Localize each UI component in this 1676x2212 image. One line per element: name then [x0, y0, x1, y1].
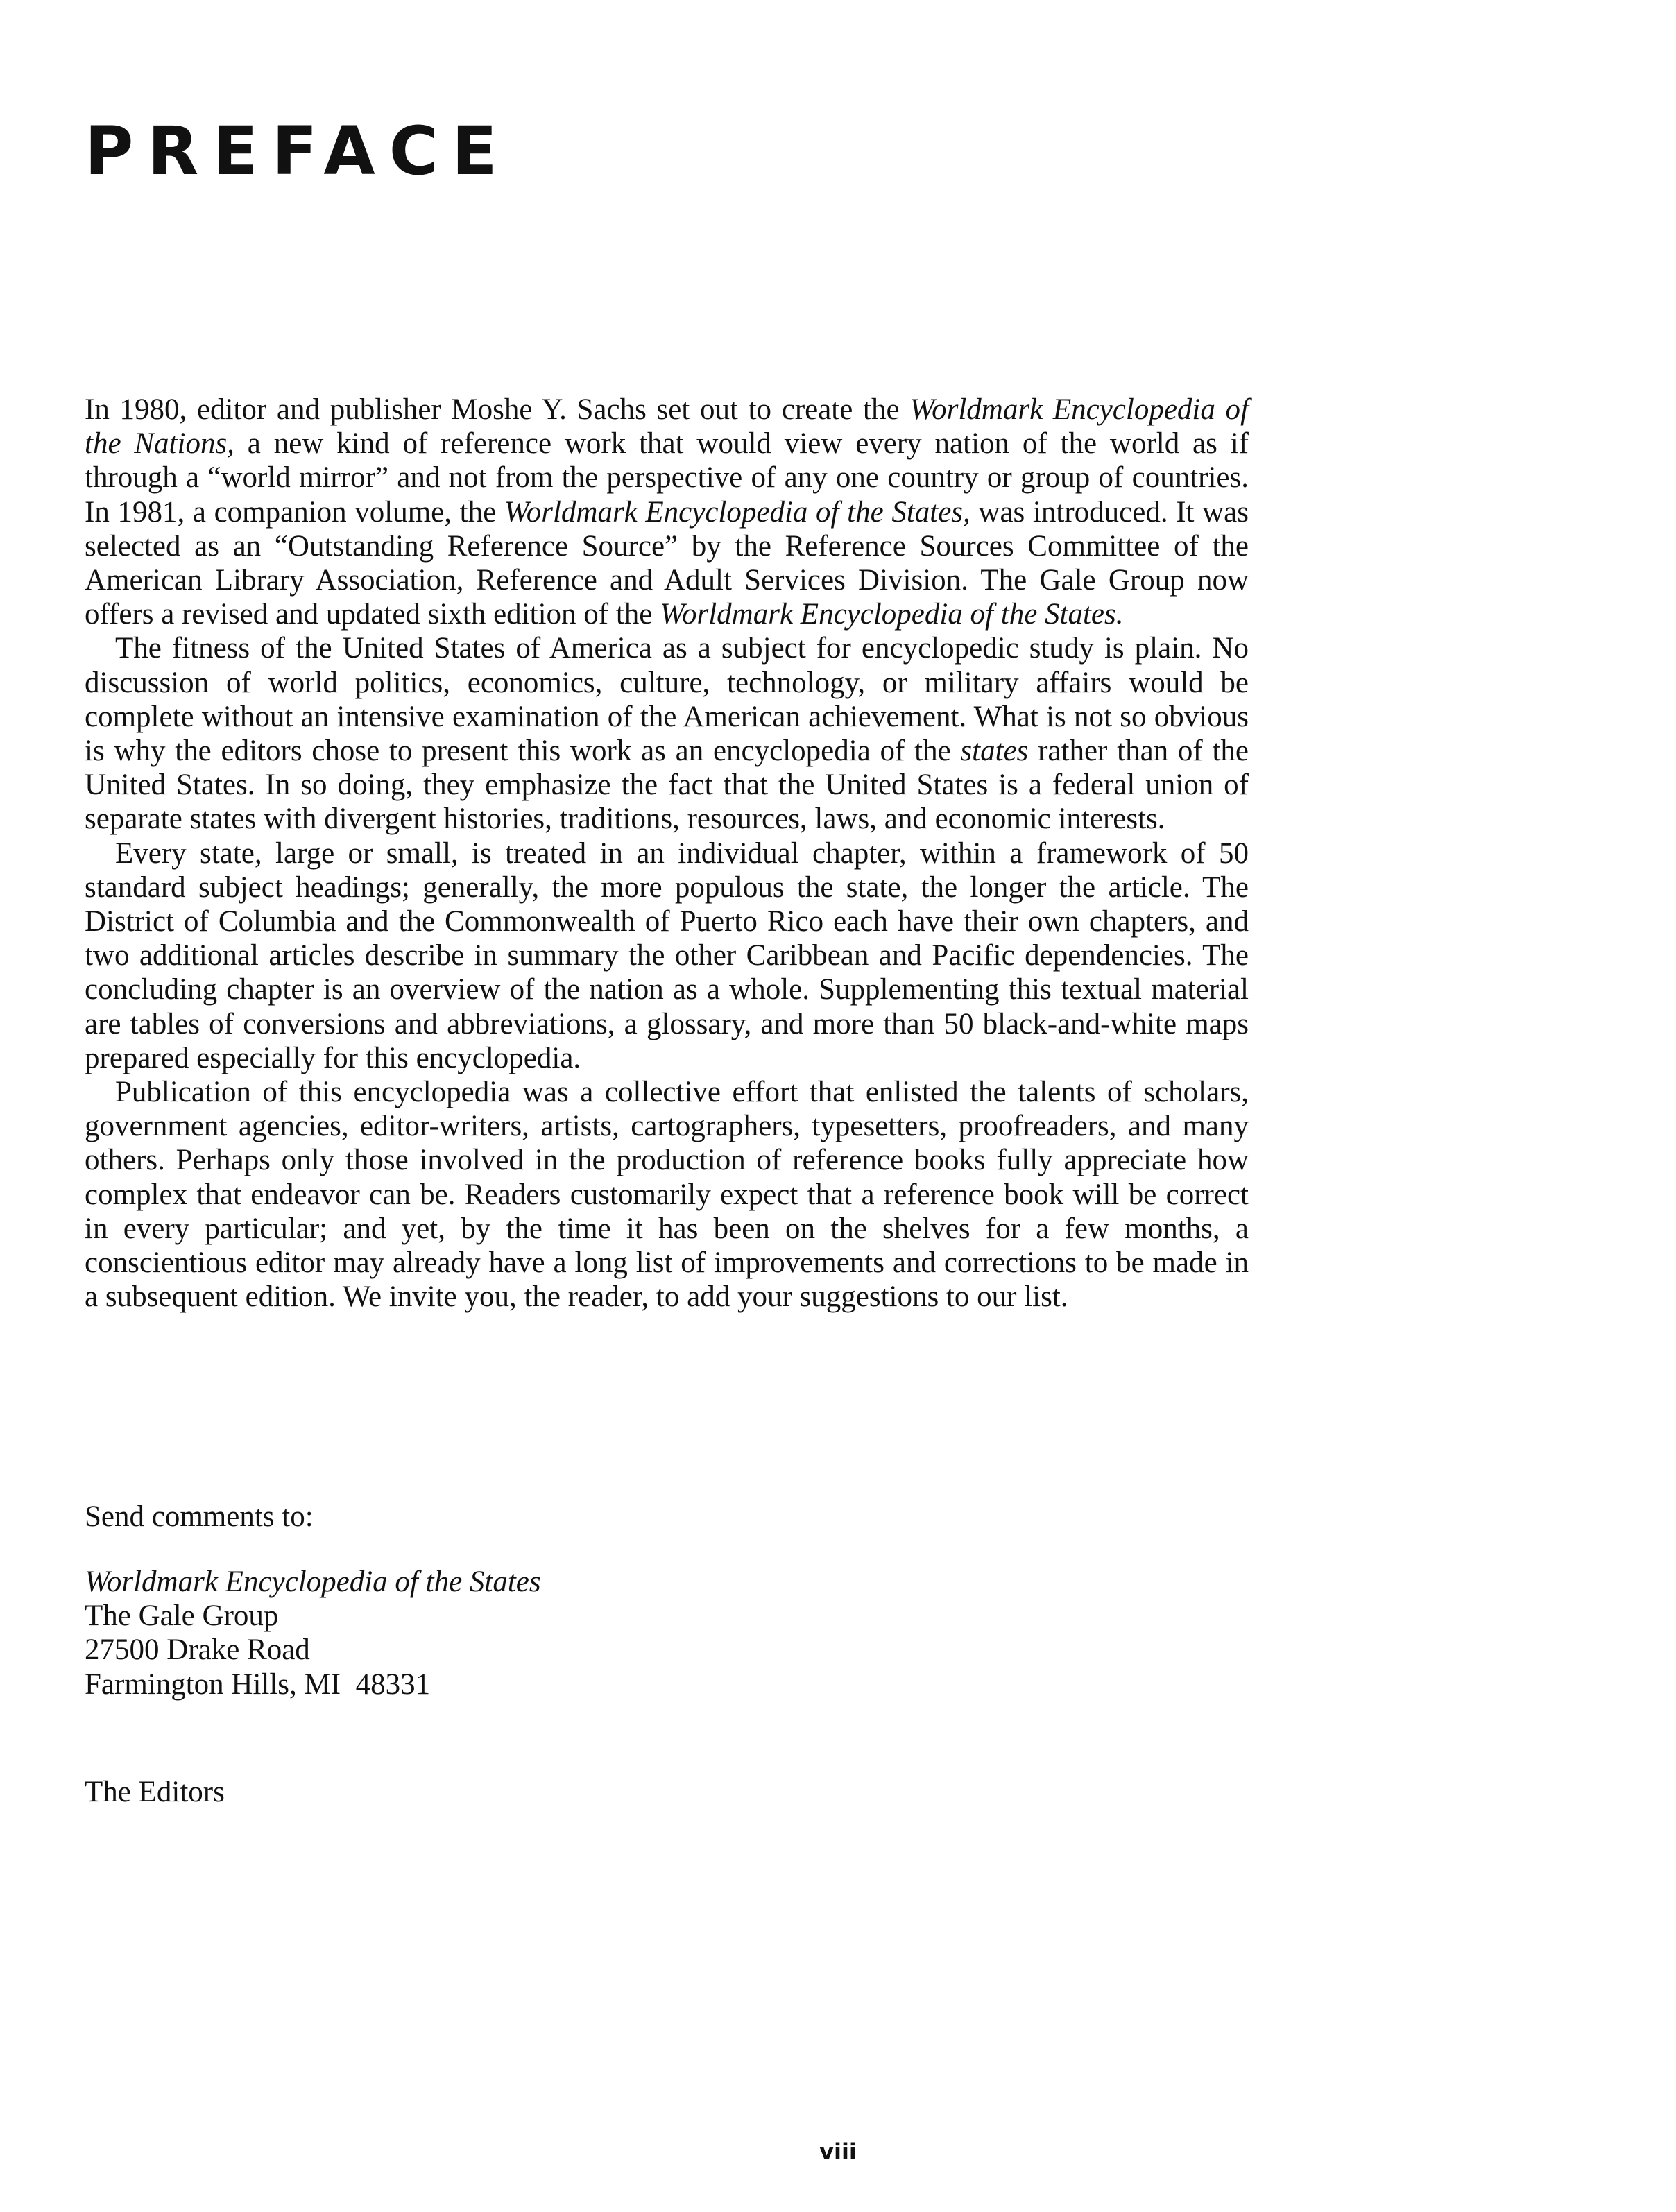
address-street: 27500 Drake Road [85, 1634, 310, 1667]
signature-text: The Editors [85, 1776, 225, 1808]
address-publisher: The Gale Group [85, 1600, 279, 1633]
text-run: was introduced. It was selected as an “Outstanding Reference Source” by the Reference Sources Committee of the American Library Association, Reference and Adult Services Division. The Gale Group now offers a revised and updated sixth edition of the [85, 495, 1249, 631]
paragraph-3 [85, 837, 1249, 1075]
italic-title: Worldmark Encyclopedia of the States, [504, 495, 970, 529]
text-run: The fitness of the United States of America as a subject for encyclopedic study is plain. No discussion of world politics, economics, culture, technology, or military affairs would be complete without an intensive examination of the American achievement. What is not so obvious is why the editors chose to present this work as an encyclopedia of the [85, 632, 1249, 768]
paragraph-1 [85, 393, 1249, 631]
preface-body [85, 393, 1249, 1314]
send-comments-intro: Send comments to: [85, 1500, 314, 1533]
text-run: a new kind of reference work that would view every nation of the world as if through a “world mirror” and not from the perspective of any one country or group of countries. In 1981, a companion volume, the [85, 427, 1249, 529]
italic-title: Worldmark Encyclopedia of the States. [660, 598, 1124, 631]
mailing-address [85, 1565, 1249, 1701]
text-run: Every state, large or small, is treated in an individual chapter, within a framework of 50 standard subject headings; generally, the more populous the state, the longer the article. The District of Columbia and the Commonwealth of Puerto Rico each have their own chapters, and two additional articles describe in summary the other Caribbean and Pacific dependencies. The concluding chapter is an overview of the nation as a whole. Supplementing this textual material are tables of conversions and abbreviations, a glossary, and more than 50 black-and-white maps prepared especially for this encyclopedia. [85, 837, 1249, 1074]
address-publication [85, 1565, 1249, 1599]
page-title: PREFACE [85, 112, 511, 190]
text-run: In 1980, editor and publisher Moshe Y. Sachs set out to create the [85, 393, 910, 426]
send-comments-block [85, 1500, 1249, 1534]
italic-title: states [960, 735, 1029, 768]
paragraph-4 [85, 1075, 1249, 1314]
text-run: rather than of the United States. In so doing, they emphasize the fact that the United States is a federal union of separate states with divergent histories, traditions, resources, laws, and economic interests. [85, 735, 1249, 836]
text-run: Publication of this encyclopedia was a collective effort that enlisted the talents of scholars, government agencies, editor-writers, artists, cartographers, typesetters, proofreaders, and many others. Perhaps only those involved in the production of reference books fully appreciate how complex that endeavor can be. Readers customarily expect that a reference book will be correct in every particular; and yet, by the time it has been on the shelves for a few months, a conscientious editor may already have a long list of improvements and corrections to be made in a subsequent edition. We invite you, the reader, to add your suggestions to our list. [85, 1076, 1249, 1314]
publication-title: Worldmark Encyclopedia of the States [85, 1566, 541, 1598]
page-number: viii [819, 2138, 857, 2165]
italic-title: Worldmark Encyclopedia of the Nations, [85, 393, 1249, 461]
paragraph-2 [85, 631, 1249, 836]
address-city: Farmington Hills, MI 48331 [85, 1667, 431, 1701]
signature [85, 1775, 1249, 1809]
